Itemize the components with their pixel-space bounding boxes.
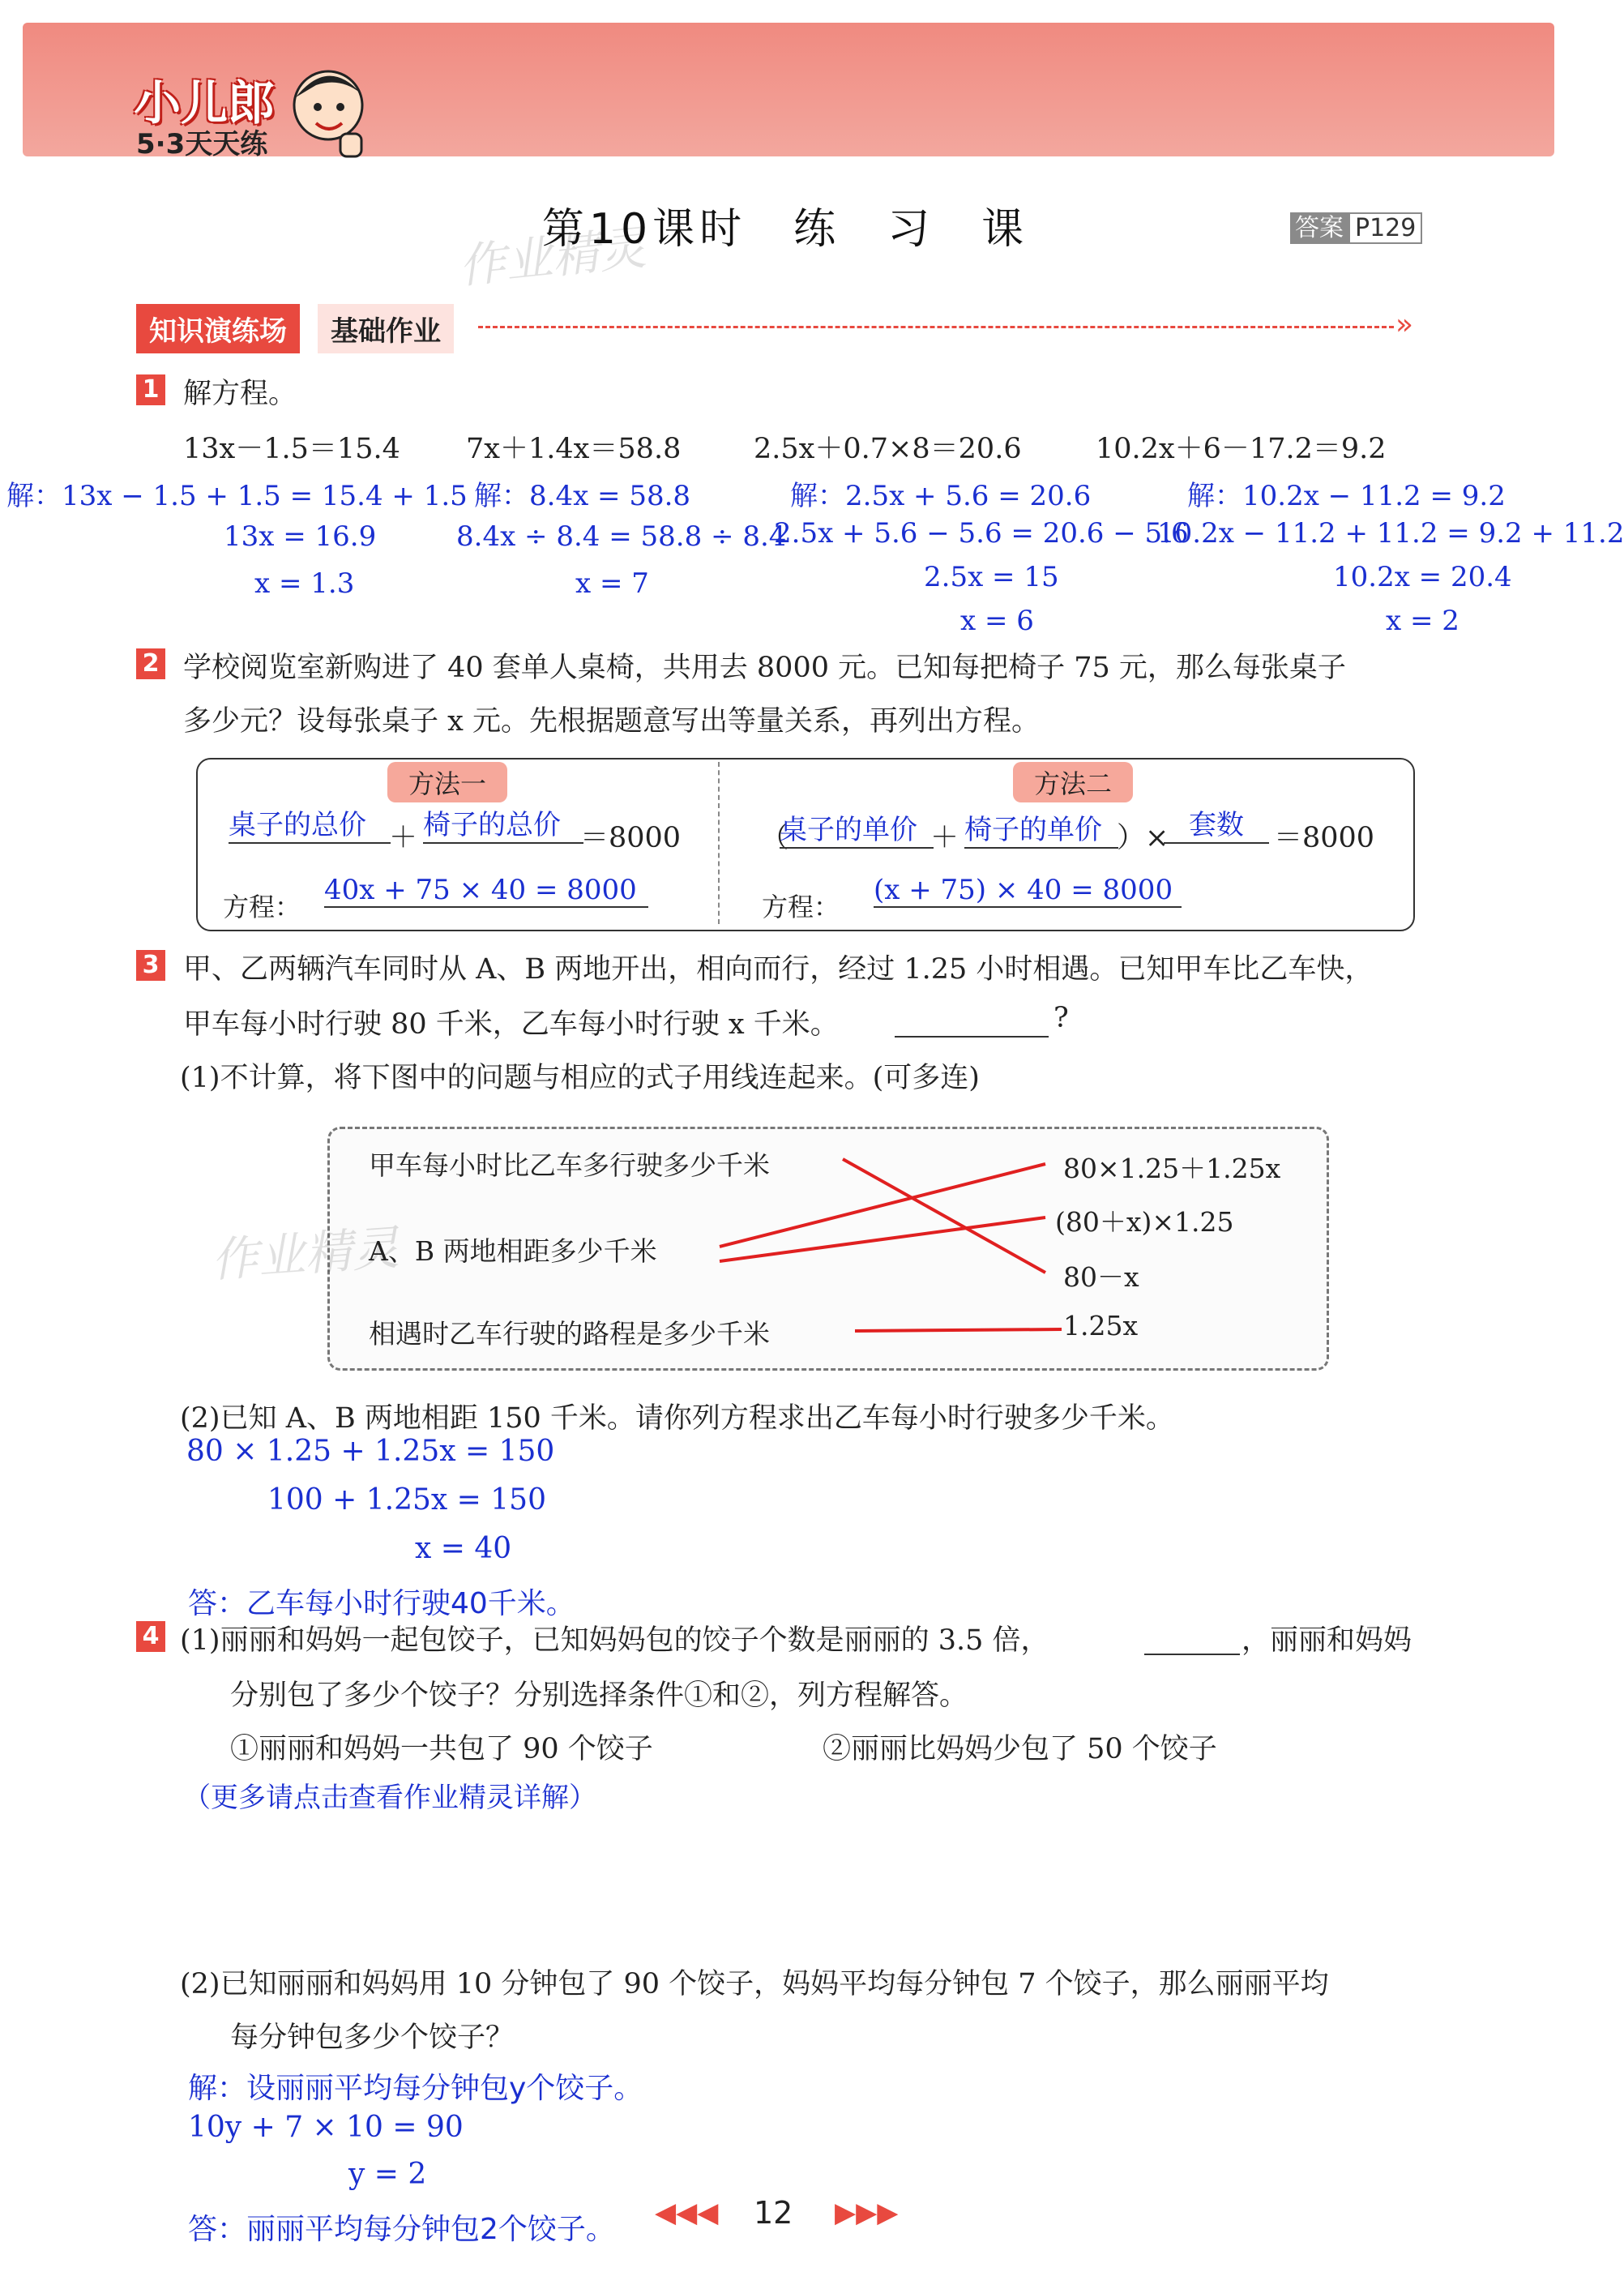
nav-right-icon: ▶▶▶ <box>835 2197 899 2229</box>
q4-sol-2: 10y + 7 × 10 = 90 <box>188 2111 464 2144</box>
method2-lparen: （ <box>760 822 789 854</box>
q1-sol-b-2: 8.4x ÷ 8.4 = 58.8 ÷ 8.4 <box>456 520 787 553</box>
brand-sub: 5·3天天练 <box>136 128 268 160</box>
line-left3-right4 <box>855 1329 1062 1331</box>
q1-sol-c-3: 2.5x = 15 <box>924 561 1059 593</box>
q4-sol-3: y = 2 <box>348 2158 427 2191</box>
method2-blank-a: 桌子的单价 <box>780 807 934 849</box>
q3-left-3: 相遇时乙车行驶的路程是多少千米 <box>369 1318 770 1350</box>
q3-left-1: 甲车每小时比乙车多行驶多少千米 <box>369 1149 770 1181</box>
method2-eq-label: 方程： <box>762 892 840 922</box>
section-tag: 知识演练场 <box>136 304 300 353</box>
q3-sol-1: 80 × 1.25 + 1.25x = 150 <box>186 1435 555 1468</box>
line-left1-right3 <box>843 1159 1045 1273</box>
q1-sol-a-2: 13x = 16.9 <box>224 520 377 553</box>
watermark: 作业精灵 <box>455 220 649 294</box>
q4-line1a: (1)丽丽和妈妈一起包饺子，已知妈妈包的饺子个数是丽丽的 3.5 倍， <box>180 1624 1049 1657</box>
page-title: 第10课时 练 习 课 <box>541 205 1029 254</box>
method2-tag: 方法二 <box>1013 762 1133 802</box>
q3-right-4: 1.25x <box>1063 1310 1139 1341</box>
q1-equation-a: 13x－1.5＝15.4 <box>183 433 400 465</box>
q3-number: 3 <box>136 950 165 981</box>
q4-answer: 答：丽丽平均每分钟包2个饺子。 <box>188 2213 615 2246</box>
method1-equation: 40x + 75 × 40 = 8000 <box>324 874 648 908</box>
section-arrows-icon: » <box>1395 308 1414 341</box>
q4-sol-1: 解：设丽丽平均每分钟包y个饺子。 <box>188 2072 643 2105</box>
q3-left-2: A、B 两地相距多少千米 <box>369 1235 657 1267</box>
q2-line2: 多少元？设每张桌子 x 元。先根据题意写出等量关系，再列出方程。 <box>183 705 1040 738</box>
page-number: 12 <box>754 2195 793 2231</box>
q3-answer: 答：乙车每小时行驶40千米。 <box>188 1587 575 1620</box>
q1-sol-c-4: x = 6 <box>960 605 1034 637</box>
q4-blank[interactable] <box>1144 1654 1240 1655</box>
q1-sol-b-1: 解：8.4x = 58.8 <box>474 480 691 512</box>
q1-sol-a-1: 解：13x − 1.5 + 1.5 = 15.4 + 1.5 <box>6 480 468 512</box>
q3-right-2: (80＋x)×1.25 <box>1055 1206 1234 1238</box>
q1-sol-c-2: 2.5x + 5.6 − 5.6 = 20.6 − 5.6 <box>774 517 1189 550</box>
watermark-2: 作业精灵 <box>209 1219 401 1288</box>
q3-line2: 甲车每小时行驶 80 千米，乙车每小时行驶 x 千米。 <box>183 1008 839 1041</box>
method2-equals: ＝8000 <box>1274 822 1375 854</box>
q1-sol-c-1: 解：2.5x + 5.6 = 20.6 <box>790 480 1092 512</box>
method2-equation: (x + 75) × 40 = 8000 <box>874 874 1182 908</box>
q3-qmark: ? <box>1053 1002 1069 1034</box>
q4-line2: 分别包了多少个饺子？分别选择条件①和②，列方程解答。 <box>230 1679 968 1712</box>
line-left2-right2 <box>720 1217 1045 1261</box>
q3-sub2: (2)已知 A、B 两地相距 150 千米。请你列方程求出乙车每小时行驶多少千米。 <box>180 1402 1174 1435</box>
q4-cond2: ②丽丽比妈妈少包了 50 个饺子 <box>823 1733 1217 1765</box>
section-label: 基础作业 <box>318 304 454 353</box>
q1-sol-a-3: x = 1.3 <box>254 567 355 600</box>
q4-sub2a: (2)已知丽丽和妈妈用 10 分钟包了 90 个饺子，妈妈平均每分钟包 7 个饺子，那么丽丽平均 <box>180 1968 1329 2000</box>
answer-page: P129 <box>1348 212 1422 244</box>
q1-prompt: 解方程。 <box>183 378 297 410</box>
q4-more-link[interactable]: （更多请点击查看作业精灵详解） <box>183 1782 596 1814</box>
q3-sol-2: 100 + 1.25x = 150 <box>267 1483 546 1517</box>
answer-label: 答案 <box>1290 212 1348 244</box>
q4-cond1: ①丽丽和妈妈一共包了 90 个饺子 <box>230 1733 653 1765</box>
q2-number: 2 <box>136 648 165 679</box>
q1-sol-d-1: 解：10.2x − 11.2 = 9.2 <box>1187 480 1506 512</box>
method2-blank-b: 椅子的单价 <box>964 807 1118 849</box>
method1-equals: ＝8000 <box>580 822 682 854</box>
q4-line1b: ，丽丽和妈妈 <box>1242 1624 1412 1657</box>
q1-equation-d: 10.2x＋6－17.2＝9.2 <box>1096 433 1387 465</box>
q3-line1: 甲、乙两辆汽车同时从 A、B 两地开出，相向而行，经过 1.25 小时相遇。已知甲车比乙车快， <box>183 953 1374 986</box>
q1-number: 1 <box>136 374 165 405</box>
brand-logo: 小儿郎 <box>134 75 276 131</box>
q1-sol-b-3: x = 7 <box>575 567 649 600</box>
q4-sub2b: 每分钟包多少个饺子？ <box>230 2022 515 2054</box>
nav-left-icon: ◀◀◀ <box>655 2197 719 2229</box>
q1-sol-d-3: 10.2x = 20.4 <box>1333 561 1512 593</box>
method1-blank-b: 椅子的总价 <box>423 802 583 844</box>
q2-line1: 学校阅览室新购进了 40 套单人桌椅，共用去 8000 元。已知每把椅子 75 元，那么每张桌子 <box>183 652 1346 684</box>
q1-sol-d-4: x = 2 <box>1386 605 1459 637</box>
q1-equation-b: 7x＋1.4x＝58.8 <box>466 433 682 465</box>
line-left2-right1 <box>720 1164 1045 1247</box>
q3-sub1: (1)不计算，将下图中的问题与相应的式子用线连起来。(可多连) <box>180 1062 980 1094</box>
q3-right-3: 80－x <box>1063 1261 1139 1293</box>
method2-blank-c: 套数 <box>1164 802 1269 844</box>
q1-equation-c: 2.5x＋0.7×8＝20.6 <box>754 433 1022 465</box>
method2-rparen: ）× <box>1117 822 1169 854</box>
q3-right-1: 80×1.25＋1.25x <box>1063 1153 1281 1184</box>
method1-blank-a: 桌子的总价 <box>229 802 391 844</box>
q3-sol-3: x = 40 <box>415 1532 512 1565</box>
method1-plus: ＋ <box>389 822 418 854</box>
q4-number: 4 <box>136 1621 165 1652</box>
method1-tag: 方法一 <box>387 762 507 802</box>
method1-eq-label: 方程： <box>223 892 301 922</box>
method2-plus: ＋ <box>930 822 959 854</box>
q1-sol-d-2: 10.2x − 11.2 + 11.2 = 9.2 + 11.2 <box>1157 517 1624 550</box>
